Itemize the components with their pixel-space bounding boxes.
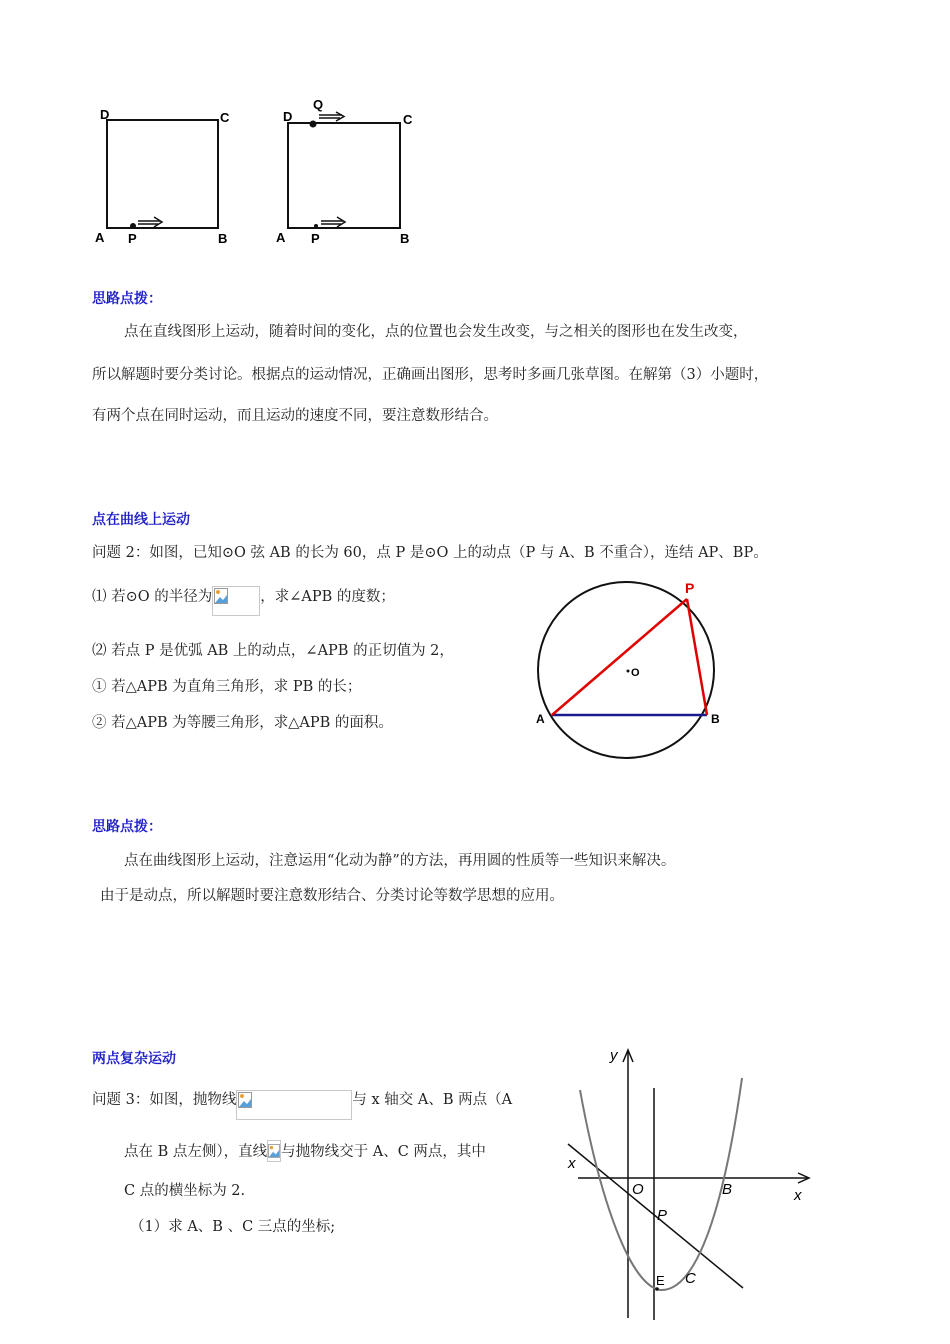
label-Q: Q <box>313 97 324 112</box>
question-1-start: ⑴ 若⊙O 的半径为 <box>92 589 213 605</box>
line-AC <box>568 1144 743 1288</box>
hint-heading-2: 思路点拨： <box>92 819 162 835</box>
label-O: O <box>632 1181 644 1198</box>
square-left <box>95 107 230 246</box>
section-heading-two-points: 两点复杂运动 <box>92 1051 176 1067</box>
label-C: C <box>685 1270 696 1287</box>
parabola-figure <box>560 1040 820 1330</box>
question-1-end: ，求∠APB 的度数； <box>260 589 395 605</box>
broken-image-icon <box>238 1092 252 1108</box>
point-Q <box>310 121 317 128</box>
label-O: O <box>631 667 640 679</box>
label-B: B <box>400 231 410 246</box>
problem-3-line2-start: 点在 B 点左侧），直线 <box>124 1144 268 1160</box>
hint-heading-1: 思路点拨： <box>92 291 162 307</box>
label-C: C <box>220 110 230 125</box>
problem-2-text: 问题 2：如图，已知⊙O 弦 AB 的长为 60，点 P 是⊙O 上的动点（P 与 A、B 不重合），连结 AP、BP。 <box>92 545 768 561</box>
label-x-axis: x <box>794 1187 802 1204</box>
arrow-icon <box>319 112 344 121</box>
label-B: B <box>722 1181 733 1198</box>
label-P: P <box>128 231 137 246</box>
parabola-curve <box>580 1078 742 1290</box>
problem-3-line2-end: 与抛物线交于 A、C 两点，其中 <box>281 1144 486 1160</box>
question-1 <box>92 582 395 612</box>
label-y: y <box>610 1047 618 1064</box>
hint-line-1: 点在直线图形上运动，随着时间的变化，点的位置也会发生改变，与之相关的图形也在发生改变， <box>124 324 748 340</box>
circle-figure <box>525 575 735 765</box>
section-heading-curve: 点在曲线上运动 <box>92 512 190 528</box>
arrow-icon <box>321 217 345 227</box>
label-E: E <box>656 1273 665 1288</box>
label-A: A <box>276 230 286 245</box>
hint2-line-2: 由于是动点，所以解题时要注意数形结合、分类讨论等数学思想的应用。 <box>100 888 564 904</box>
square-figures <box>90 95 430 255</box>
problem-3-line-3: C 点的横坐标为 2. <box>124 1183 246 1199</box>
label-P: P <box>311 231 320 246</box>
problem-3-line-1 <box>92 1085 512 1115</box>
question-2b: ② 若△APB 为等腰三角形，求△APB 的面积。 <box>92 715 393 731</box>
label-A: A <box>536 712 545 726</box>
line-formula-placeholder <box>267 1140 281 1162</box>
hint-line-3: 有两个点在同时运动，而且运动的速度不同，要注意数形结合。 <box>92 408 498 424</box>
broken-image-icon <box>268 1143 280 1159</box>
label-D: D <box>283 109 293 124</box>
label-P: P <box>685 580 695 596</box>
question-2a: ① 若△APB 为直角三角形，求 PB 的长； <box>92 679 362 695</box>
square-right <box>276 97 413 246</box>
problem-3-mid: 与 x 轴交 A、B 两点（A <box>352 1092 513 1108</box>
problem-3-start: 问题 3：如图，抛物线 <box>92 1092 237 1108</box>
segment-AP <box>552 599 687 715</box>
label-C: C <box>403 112 413 127</box>
arrow-icon <box>138 217 162 227</box>
question-2: ⑵ 若点 P 是优弧 AB 上的动点，∠APB 的正切值为 2， <box>92 643 454 659</box>
label-x-left: x <box>568 1155 576 1172</box>
center-point <box>627 670 630 673</box>
hint2-line-1: 点在曲线图形上运动，注意运用“化动为静”的方法，再用圆的性质等一些知识来解决。 <box>124 853 676 869</box>
label-A: A <box>95 230 105 245</box>
formula-image-placeholder <box>212 586 260 616</box>
label-B: B <box>711 712 720 726</box>
question-3-1: （1）求 A、B 、C 三点的坐标; <box>130 1219 336 1235</box>
label-P: P <box>657 1207 668 1224</box>
point-P <box>130 223 136 229</box>
hint-line-2: 所以解题时要分类讨论。根据点的运动情况，正确画出图形，思考时多画几张草图。在解第（3）小题时， <box>92 367 769 383</box>
problem-3-line-2 <box>124 1141 486 1163</box>
parabola-formula-placeholder <box>236 1090 352 1120</box>
point-P <box>314 224 318 228</box>
label-D: D <box>100 107 110 122</box>
broken-image-icon <box>214 588 228 604</box>
label-B: B <box>218 231 228 246</box>
